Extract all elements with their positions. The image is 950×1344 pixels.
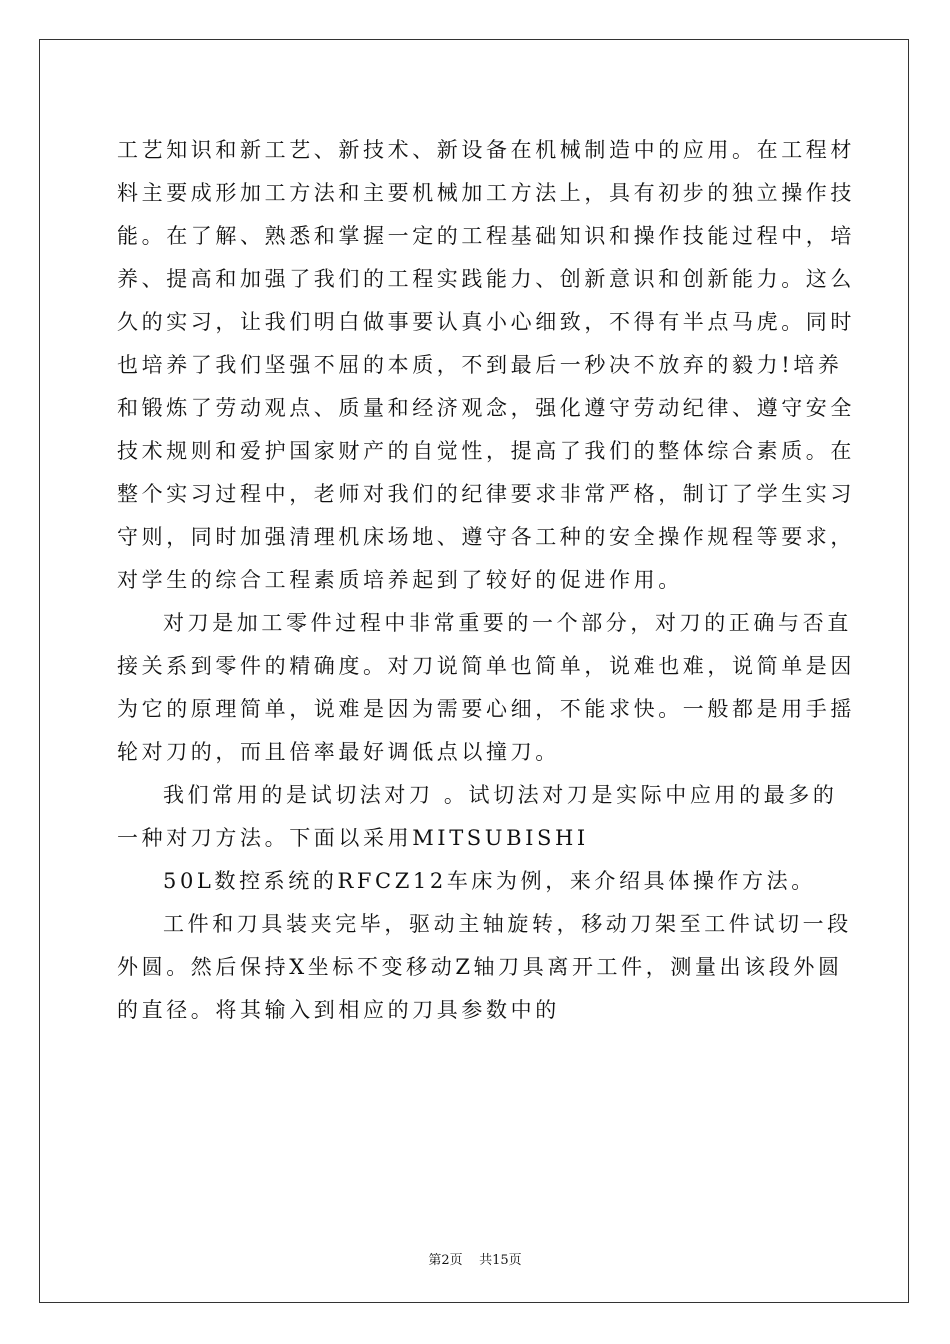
text-line: 对学生的综合工程素质培养起到了较好的促进作用。 <box>117 568 683 592</box>
text-line: 轮对刀的，而且倍率最好调低点以撞刀。 <box>117 740 560 764</box>
text-line: 料主要成形加工方法和主要机械加工方法上，具有初步的独立操作技 <box>117 181 855 205</box>
text-line: 整个实习过程中，老师对我们的纪律要求非常严格，制订了学生实习 <box>117 482 855 506</box>
text-line: 养、提高和加强了我们的工程实践能力、创新意识和创新能力。这么 <box>117 267 855 291</box>
text-line: 为它的原理简单，说难是因为需要心细，不能求快。一般都是用手摇 <box>117 697 855 721</box>
text-line: 接关系到零件的精确度。对刀说简单也简单，说难也难，说简单是因 <box>117 654 855 678</box>
text-line: 也培养了我们坚强不屈的本质，不到最后一秒决不放弃的毅力!培养 <box>117 353 843 377</box>
text-line: 50L数控系统的RFCZ12车床为例，来介绍具体操作方法。 <box>163 869 816 893</box>
text-line: 工件和刀具装夹完毕，驱动主轴旋转，移动刀架至工件试切一段 <box>163 912 852 936</box>
text-line: 工艺知识和新工艺、新技术、新设备在机械制造中的应用。在工程材 <box>117 138 855 162</box>
text-line: 技术规则和爱护国家财产的自觉性，提高了我们的整体综合素质。在 <box>117 439 855 463</box>
text-line: 和锻炼了劳动观点、质量和经济观念，强化遵守劳动纪律、遵守安全 <box>117 396 855 420</box>
document-body <box>117 129 855 1032</box>
text-line: 守则，同时加强清理机床场地、遵守各工种的安全操作规程等要求， <box>117 525 855 549</box>
text-line: 的直径。将其输入到相应的刀具参数中的 <box>117 998 560 1022</box>
text-line: 我们常用的是试切法对刀 。试切法对刀是实际中应用的最多的 <box>163 783 838 807</box>
text-line: 对刀是加工零件过程中非常重要的一个部分，对刀的正确与否直 <box>163 611 852 635</box>
text-line: 能。在了解、熟悉和掌握一定的工程基础知识和操作技能过程中，培 <box>117 224 855 248</box>
page-number: 第2页 共15页 <box>428 1253 522 1268</box>
text-line: 外圆。然后保持X坐标不变移动Z轴刀具离开工件，测量出该段外圆 <box>117 955 843 979</box>
text-line: 一种对刀方法。下面以采用MITSUBISHI <box>117 826 589 850</box>
text-line: 久的实习，让我们明白做事要认真小心细致，不得有半点马虎。同时 <box>117 310 855 334</box>
